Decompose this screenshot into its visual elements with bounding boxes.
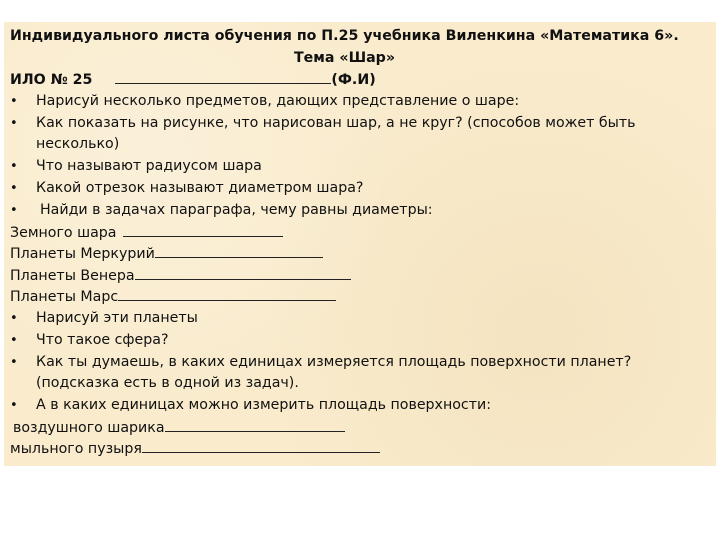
balloon-answer-blank[interactable] [165,417,345,432]
question-3-text: Что называют радиусом шара [36,158,262,174]
balloon-line [13,417,345,439]
question-7 [10,330,169,351]
question-9-text: А в каких единицах можно измерить площадь поверхности: [36,397,491,413]
mars-label: Планеты Марс [10,289,119,305]
bullet-icon: • [10,398,18,413]
bullet-icon: • [10,355,18,370]
worksheet [4,22,716,466]
ilo-label: ИЛО № 25 [10,72,93,88]
name-blank[interactable] [115,69,331,84]
question-2 [10,113,636,134]
question-8-continued: (подсказка есть в одной из задач). [36,375,299,391]
earth-line [10,222,283,244]
name-suffix: (Ф.И) [331,72,376,88]
bubble-answer-blank[interactable] [142,438,380,453]
bullet-icon: • [10,203,18,218]
question-9 [10,395,491,416]
question-2-text: Как показать на рисунке, что нарисован шар, а не круг? (способов может быть [36,115,636,131]
question-1-text: Нарисуй несколько предметов, дающих представление о шаре: [36,93,520,109]
question-5 [10,200,433,221]
mars-answer-blank[interactable] [118,286,336,301]
question-8 [10,352,631,373]
bullet-icon: • [10,181,18,196]
bullet-icon: • [10,94,18,109]
mercury-line [10,243,323,265]
question-2-continued: несколько) [36,136,120,152]
question-4 [10,178,363,199]
earth-answer-blank[interactable] [123,222,283,237]
question-4-text: Какой отрезок называют диаметром шара? [36,180,364,196]
venus-answer-blank[interactable] [135,265,351,280]
mercury-label: Планеты Меркурий [10,246,155,262]
question-8-text: Как ты думаешь, в каких единицах измеряется площадь поверхности планет? [36,354,632,370]
earth-label: Земного шара [10,225,117,241]
bullet-icon: • [10,159,18,174]
question-3 [10,156,262,177]
venus-label: Планеты Венера [10,268,135,284]
question-1 [10,91,519,112]
topic-title: Тема «Шар» [294,50,395,66]
worksheet-title: Индивидуального листа обучения по П.25 учебника Виленкина «Математика 6». [10,28,679,44]
bullet-icon: • [10,116,18,131]
mars-line [10,286,336,308]
question-7-text: Что такое сфера? [36,332,169,348]
bubble-line [10,438,380,460]
question-6-text: Нарисуй эти планеты [36,310,198,326]
ilo-line [10,69,376,91]
bubble-label: мыльного пузыря [10,441,142,457]
mercury-answer-blank[interactable] [155,243,323,258]
bullet-icon: • [10,311,18,326]
question-5-text: Найди в задачах параграфа, чему равны диаметры: [40,202,433,218]
bullet-icon: • [10,333,18,348]
balloon-label: воздушного шарика [13,420,165,436]
question-6 [10,308,198,329]
venus-line [10,265,351,287]
